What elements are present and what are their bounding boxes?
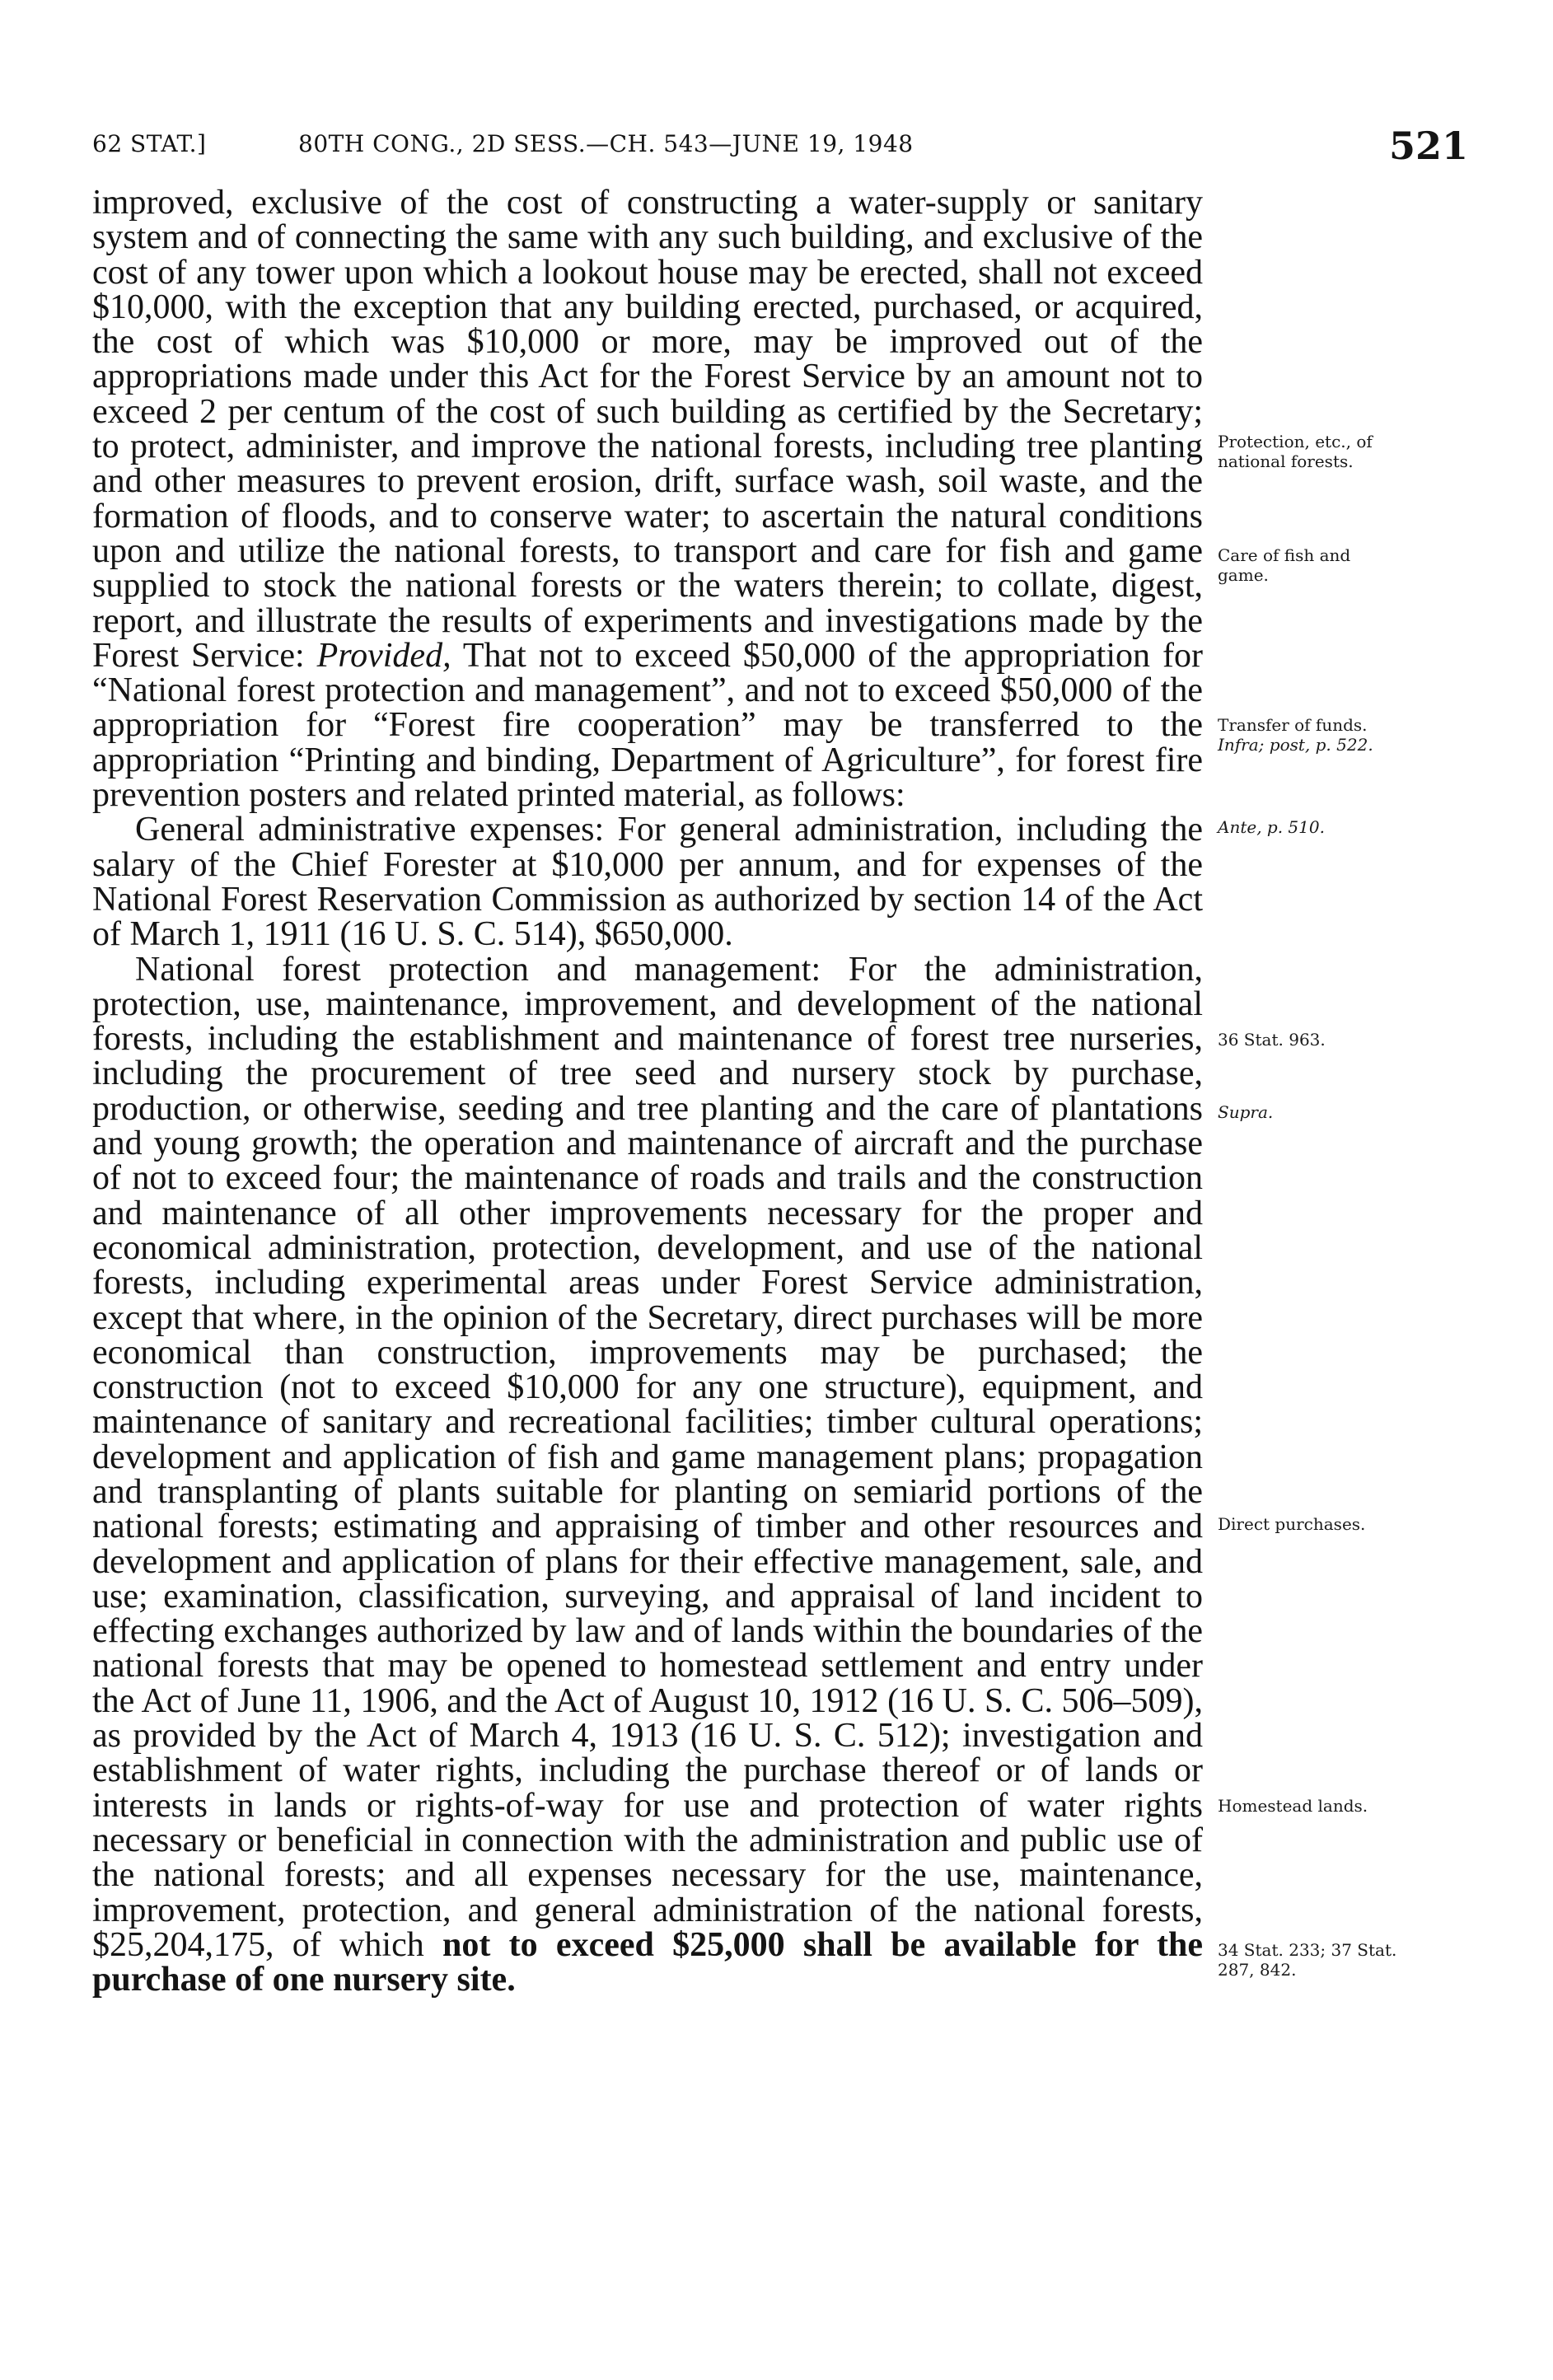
margin-note-line: game. [1218, 565, 1269, 585]
margin-note-line: Infra; post, p. 522. [1218, 735, 1373, 755]
margin-note-36-stat: 36 Stat. 963. [1218, 1030, 1326, 1050]
statute-body [92, 185, 1203, 1997]
paragraph-forest-protection [92, 952, 1203, 1998]
margin-note-protection [1218, 432, 1469, 471]
volume-reference: 62 STAT.] [92, 130, 207, 157]
margin-note-line: Care of fish and [1218, 545, 1351, 565]
margin-note-34-stat [1218, 1940, 1469, 1980]
session-chapter-date: 80TH CONG., 2D SESS.—CH. 543—JUNE 19, 1948 [298, 130, 914, 157]
margin-note-direct-purchases: Direct purchases. [1218, 1514, 1366, 1534]
margin-note-homestead: Homestead lands. [1218, 1796, 1368, 1816]
proviso-italic: Provided, [316, 636, 451, 675]
margin-note-transfer [1218, 715, 1469, 755]
paragraph-text: That not to exceed $50,000 of the appropriation for “National forest protection and management”, and not to exceed $50,000 of the appropriation for “Forest fire cooperation” may be transferred to the appropriation “Printing and binding, Department of Agriculture”, for forest fire prevention posters and related printed material, as follows: [92, 636, 1204, 815]
page-header [92, 124, 1468, 173]
margin-note-ante: Ante, p. 510. [1218, 817, 1325, 837]
margin-note-supra: Supra. [1218, 1102, 1274, 1122]
margin-note-line: Protection, etc., of [1218, 432, 1373, 451]
margin-note-line: Transfer of funds. [1218, 715, 1368, 735]
margin-note-line: 34 Stat. 233; 37 Stat. [1218, 1940, 1397, 1960]
margin-note-fish-game [1218, 545, 1469, 585]
paragraph-text: National forest protection and management: For the administration, protection, use, maintenance, improvement, and development of the national forests, including the establishment and maintenance of forest tree nurseries, including the procurement of tree seed and nursery stock by purchase, production, or otherwise, seeding and tree planting and the care of plantations and young growth; the operation and maintenance of aircraft and the purchase of not to exceed four; the maintenance of roads and trails and the construction and maintenance of all other improvements necessary for the proper and economical administration, protection, development, and use of the national forests, including experimental areas under Forest Service administration, except that where, in the opinion of the Secretary, direct purchases will be more economical than construction, improvements may be purchased; the construction (not to exceed $10,000 for any one structure), equipment, and maintenance of sanitary and recreational facilities; timber cultural operations; development and application of fish and game management plans; propagation and transplanting of plants suitable for planting on semiarid portions of the national forests; estimating and appraising of timber and other resources and development and application of plans for their effective management, sale, and use; examination, classification, surveying, and appraisal of land incident to effecting exchanges authorized by law and of lands within the boundaries of the national forests that may be opened to homestead settlement and entry under the Act of June 11, 1906, and the Act of August 10, 1912 (16 U. S. C. 506–509), as provided by the Act of March 4, 1913 (16 U. S. C. 512); investigation and establishment of water rights, including the purchase thereof or of lands or interests in lands or rights-of-way for use and protection of water rights necessary or beneficial in connection with the administration and public use of the national forests; and all expenses necessary for the use, maintenance, improvement, protection, and general administration of the national forests, $25,204,175, of which [92, 950, 1203, 1964]
margin-note-line: national forests. [1218, 451, 1354, 471]
paragraph-general-administrative: General administrative expenses: For general administration, including the salary of the Chief Forester at $10,000 per annum, and for expenses of the National Forest Reservation Commission as authorized by section 14 of the Act of March 1, 1911 (16 U. S. C. 514), $650,000. [92, 811, 1203, 954]
paragraph-bold-clause: not to exceed $25,000 shall be available for the purchase of one nursery site. [92, 1925, 1203, 1999]
margin-note-line: 287, 842. [1218, 1960, 1297, 1980]
paragraph-continued [92, 184, 1204, 815]
page-number: 521 [1388, 124, 1468, 168]
paragraph-text: improved, exclusive of the cost of constructing a water-supply or sanitary system and of connecting the same with any such building, and exclusive of the cost of any tower upon which a lookout house may be erected, shall not exceed $10,000, with the exception that any building erected, purchased, or acquired, the cost of which was $10,000 or more, may be improved out of the appropriations made under this Act for the Forest Service by an amount not to exceed 2 per centum of the cost of such building as certified by the Secretary; to protect, administer, and improve the national forests, including tree planting and other measures to prevent erosion, drift, surface wash, soil waste, and the formation of floods, and to conserve water; to ascertain the natural conditions upon and utilize the national forests, to transport and care for fish and game supplied to stock the national forests or the waters therein; to collate, digest, report, and illustrate the results of experiments and investigations made by the Forest Service: [92, 184, 1203, 675]
